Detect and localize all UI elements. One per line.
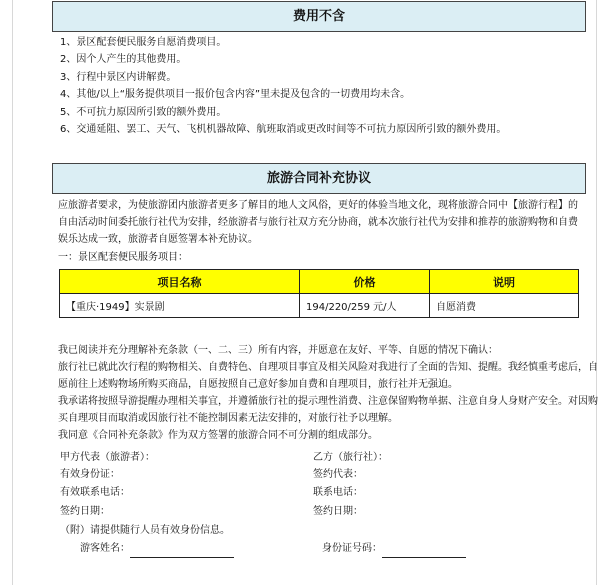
page-edge-left <box>12 0 13 585</box>
table-row <box>60 294 579 318</box>
list-item: 4、其他/以上“服务提供项目一报价包含内容”里未提及包含的一切费用均未含。 <box>60 89 411 101</box>
list-item: 2、因个人产生的其他费用。 <box>60 54 187 66</box>
list-item: 5、不可抗力原因所引致的额外费用。 <box>60 106 227 118</box>
consent-statement: 我同意《合同补充条款》作为双方签署的旅游合同不可分割的组成部分。 <box>58 430 378 441</box>
confirmation-statement: 我已阅读并充分理解补充条款（一、二、三）所有内容，并愿意在友好、平等、自愿的情况下确认： <box>58 345 498 356</box>
a-phone-label: 有效联系电话： <box>60 487 130 498</box>
column-header: 价格 <box>300 270 430 294</box>
notification-statement: 旅行社已就此次行程的购物相关、自费特色、自理项目事宜及相关风险对我进行了全面的告知、提醒。我经慎重考虑后，自愿前往上述购物场所购买商品，自愿按照自己意好参加自费和自理项目，旅行社并无强迫。 <box>58 362 598 390</box>
party-b-label: 乙方（旅行社）： <box>313 452 388 463</box>
page-edge-right <box>596 0 597 585</box>
commitment-statement: 我承诺将按照导游提醒办理相关事宜，并遵循旅行社的提示理性消费、注意保留购物单据、注意自身人身财产安全。对因购买自理项目而取消或因旅行社不能控制因素无法安排的，对旅行社予以理解。 <box>58 396 598 424</box>
companion-info-note: （附）请提供随行人员有效身份信息。 <box>60 525 230 536</box>
excluded-costs-list <box>60 34 506 138</box>
list-item: 3、行程中景区内讲解费。 <box>60 71 177 83</box>
service-items-table <box>59 269 579 318</box>
b-phone-label: 联系电话： <box>313 487 363 498</box>
excluded-costs-title: 费用不含 <box>52 1 586 32</box>
id-number-row <box>322 540 466 558</box>
agreement-intro: 应旅游者要求，为使旅游团内旅游者更多了解目的地人文风俗，更好的体验当地文化，现将旅游合同中【旅游行程】的自由活动时间委托旅行社代为安排，经旅游者与旅行社双方充分协商，就本次旅行社代为安排和推荐的旅游购物和自费娱乐达成一致，旅游者自愿签署本补充协议。 <box>58 200 578 245</box>
list-item: 1、景区配套便民服务自愿消费项目。 <box>60 37 227 48</box>
table-header-row <box>60 270 579 294</box>
a-id-label: 有效身份证： <box>60 469 120 480</box>
tourist-name-blank[interactable] <box>130 544 234 558</box>
table-cell: 自愿消费 <box>430 294 579 318</box>
section-label: 一：景区配套便民服务项目： <box>58 252 188 263</box>
id-number-blank[interactable] <box>382 544 466 558</box>
party-a-label: 甲方代表（旅游者）： <box>60 452 155 463</box>
column-header: 项目名称 <box>60 270 300 294</box>
column-header: 说明 <box>430 270 579 294</box>
tourist-name-row <box>80 540 234 558</box>
list-item: 6、交通延阻、罢工、天气、飞机机器故障、航班取消或更改时间等不可抗力原因所引致的额外费用。 <box>60 123 507 135</box>
table-cell: 【重庆·1949】实景剧 <box>60 294 300 318</box>
b-date-label: 签约日期： <box>313 506 363 517</box>
b-representative-label: 签约代表： <box>313 469 363 480</box>
tourist-name-label: 游客姓名： <box>80 543 130 554</box>
id-number-label: 身份证号码： <box>322 543 382 554</box>
a-date-label: 签约日期： <box>60 506 110 517</box>
supplement-agreement-title: 旅游合同补充协议 <box>52 163 586 194</box>
table-cell: 194/220/259 元/人 <box>300 294 430 318</box>
